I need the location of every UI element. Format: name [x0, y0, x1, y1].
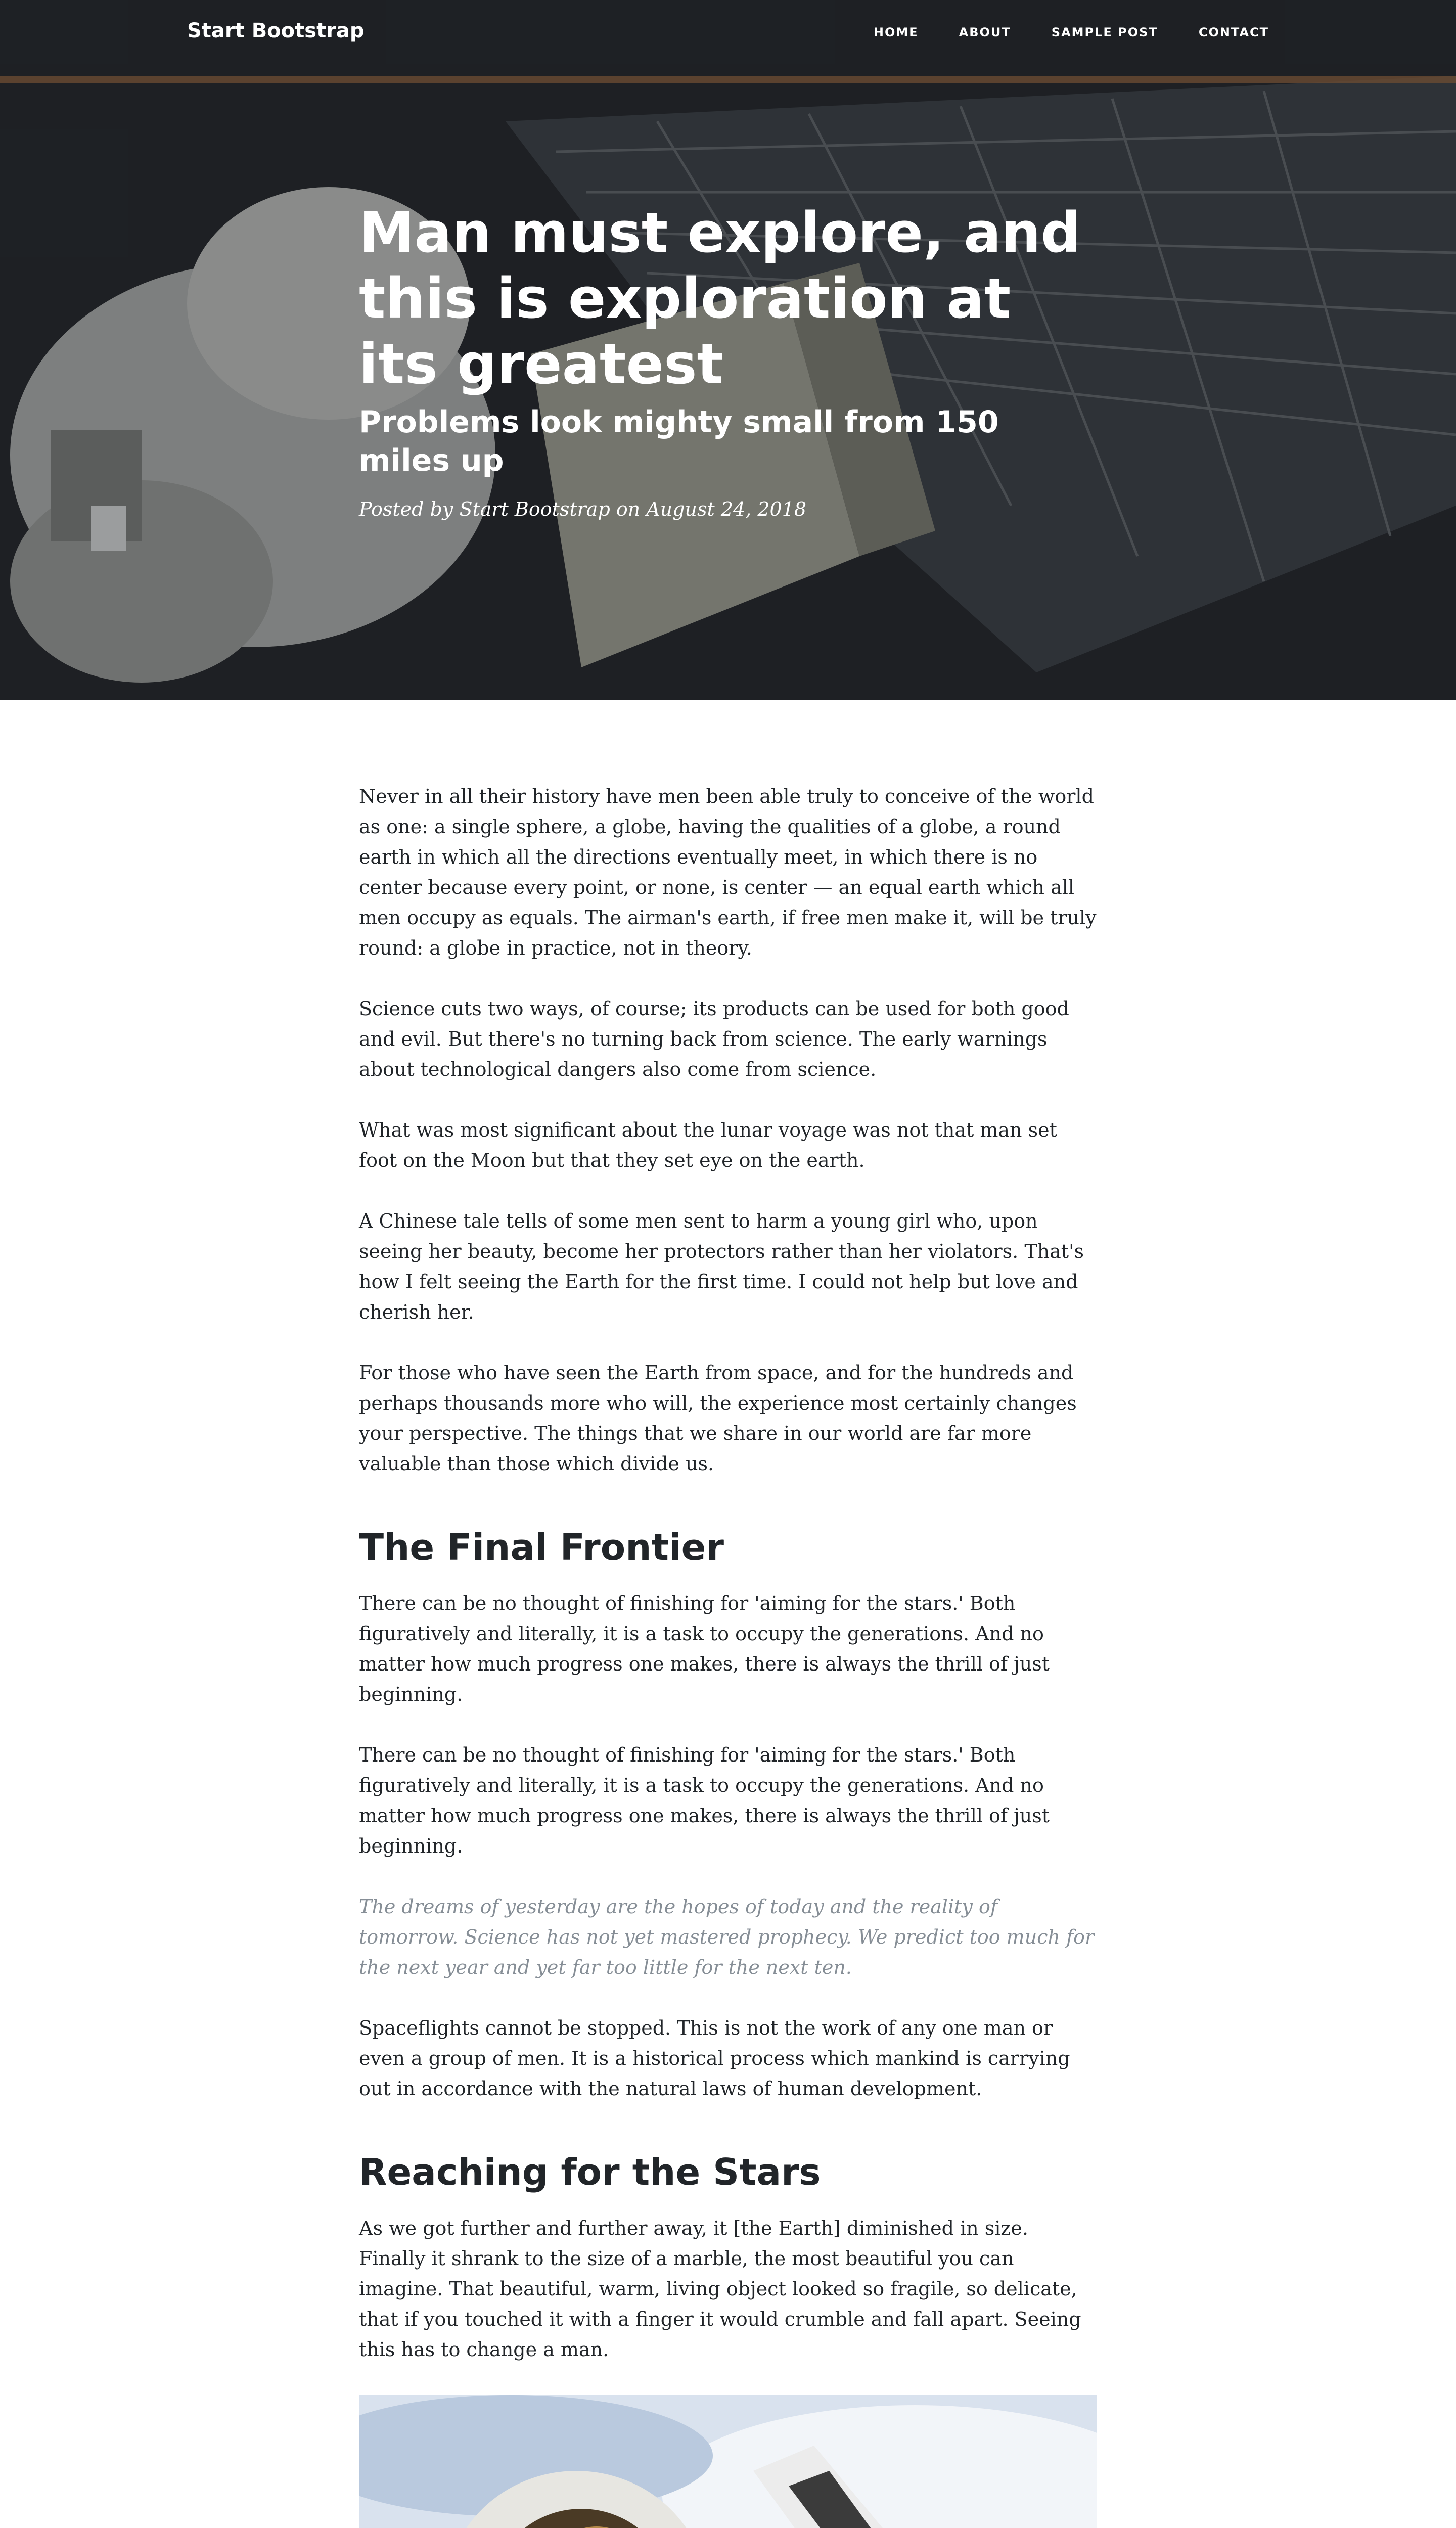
post-subtitle: Problems look mighty small from 150 miles up: [359, 404, 999, 478]
navbar-brand[interactable]: Start Bootstrap: [187, 19, 365, 42]
post-meta: Posted by Start Bootstrap on August 24, 2018: [359, 498, 807, 520]
nav-links: [874, 25, 1269, 39]
nav-link-contact[interactable]: CONTACT: [1198, 25, 1269, 39]
post-heading: [359, 200, 1097, 520]
navbar: [0, 0, 1456, 66]
hero-header: [0, 0, 1456, 700]
paragraph: There can be no thought of finishing for 'aiming for the stars.' Both figuratively and literally, it is a task to occupy the generations. And no matter how much progress one makes, there is always the thrill of just beginning.: [359, 1592, 1050, 1705]
post-title: Man must explore, and this is exploration at its greatest: [359, 200, 1081, 396]
article-image: [359, 2395, 1097, 2528]
paragraph: For those who have seen the Earth from space, and for the hundreds and perhaps thousands more who will, the experience most certainly changes your perspective. The things that we share in our world are far more valuable than those which divide us.: [359, 1362, 1077, 1475]
paragraph: What was most significant about the lunar voyage was not that man set foot on the Moon but that they set eye on the earth.: [359, 1119, 1057, 1171]
nav-link-home[interactable]: HOME: [873, 25, 919, 39]
section-heading-reaching-stars: Reaching for the Stars: [359, 2151, 821, 2193]
paragraph: A Chinese tale tells of some men sent to harm a young girl who, upon seeing her beauty, become her protectors rather than her violators. That's how I felt seeing the Earth for the first time. I could not help but love and cherish her.: [359, 1210, 1084, 1323]
paragraph: There can be no thought of finishing for 'aiming for the stars.' Both figuratively and literally, it is a task to occupy the generations. And no matter how much progress one makes, there is always the thrill of just beginning.: [359, 1744, 1050, 1857]
paragraph: Science cuts two ways, of course; its products can be used for both good and evil. But there's no turning back from science. The early warnings about technological dangers also come from science.: [359, 998, 1069, 1080]
paragraph: Spaceflights cannot be stopped. This is not the work of any one man or even a group of men. It is a historical process which mankind is carrying out in accordance with the natural laws of human development.: [359, 2017, 1070, 2100]
section-heading-final-frontier: The Final Frontier: [359, 1526, 724, 1568]
paragraph: As we got further and further away, it [the Earth] diminished in size. Finally it shrank to the size of a marble, the most beautiful you can imagine. That beautiful, warm, living object looked so fragile, so delicate, that if you touched it with a finger it would crumble and fall apart. Seeing this has to change a man.: [359, 2217, 1081, 2361]
nav-link-about[interactable]: ABOUT: [959, 25, 1011, 39]
paragraph: Never in all their history have men been able truly to conceive of the world as one: a single sphere, a globe, having the qualities of a globe, a round earth in which all the directions eventually meet, in which there is no center because every point, or none, is center — an equal earth which all men occupy as equals. The airman's earth, if free men make it, will be truly round: a globe in practice, not in theory.: [359, 785, 1097, 959]
nav-link-sample-post[interactable]: SAMPLE POST: [1051, 25, 1158, 39]
article-body: [359, 781, 1097, 2528]
astronaut-for-sale-image: [359, 2395, 1097, 2528]
blockquote: The dreams of yesterday are the hopes of today and the reality of tomorrow. Science has not yet mastered prophecy. We predict too much for the next year and yet far too little for the next ten.: [359, 1895, 1095, 1978]
